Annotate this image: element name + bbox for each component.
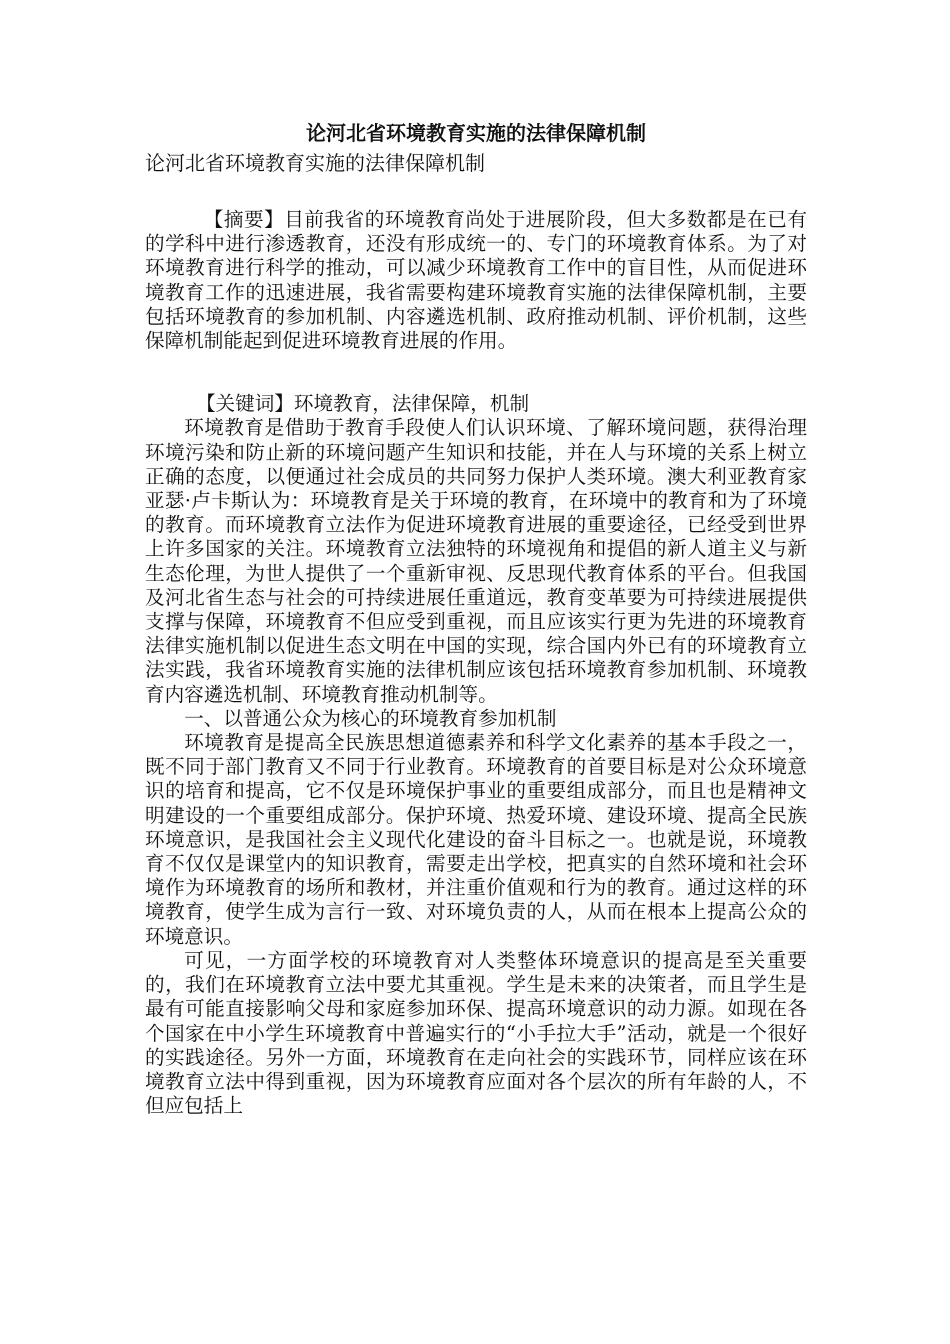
body-paragraph: 环境教育是提高全民族思想道德素养和科学文化素养的基本手段之一，既不同于部门教育又不同于行业教育。环境教育的首要目标是对公众环境意识的培育和提高，它不仅是环境保护事业的重要组成部分，而且也是精神文明建设的一个重要组成部分。保护环境、热爱环境、建设环境、提高全民族环境意识，是我国社会主义现代化建设的奋斗目标之一。也就是说，环境教育不仅仅是课堂内的知识教育，需要走出学校，把真实的自然环境和社会环境作为环境教育的场所和教材，并注重价值观和行为的教育。通过这样的环境教育，使学生成为言行一致、对环境负责的人，从而在根本上提高公众的环境意识。 bbox=[145, 731, 807, 948]
body-paragraph: 可见，一方面学校的环境教育对人类整体环境意识的提高是至关重要的，我们在环境教育立法中要尤其重视。学生是未来的决策者，而且学生是最有可能直接影响父母和家庭参加环保、提高环境意识的动力源。如现在各个国家在中小学生环境教育中普遍实行的“小手拉大手”活动，就是一个很好的实践途径。另外一方面，环境教育在走向社会的实践环节，同样应该在环境教育立法中得到重视，因为环境教育应面对各个层次的所有年龄的人，不但应包括上 bbox=[145, 948, 807, 1118]
abstract-paragraph: 【摘要】目前我省的环境教育尚处于进展阶段，但大多数都是在已有的学科中进行渗透教育，还没有形成统一的、专门的环境教育体系。为了对环境教育进行科学的推动，可以减少环境教育工作中的盲目性，从而促进环境教育工作的迅速进展，我省需要构建环境教育实施的法律保障机制，主要包括环境教育的参加机制、内容遴选机制、政府推动机制、评价机制，这些保障机制能起到促进环境教育进展的作用。 bbox=[145, 208, 807, 353]
spacer bbox=[145, 178, 807, 208]
body-paragraph: 环境教育是借助于教育手段使人们认识环境、了解环境问题，获得治理环境污染和防止新的环境问题产生知识和技能，并在人与环境的关系上树立正确的态度，以便通过社会成员的共同努力保护人类环境。澳大利亚教育家亚瑟·卢卡斯认为：环境教育是关于环境的教育，在环境中的教育和为了环境的教育。而环境教育立法作为促进环境教育进展的重要途径，已经受到世界上许多国家的关注。环境教育立法独特的环境视角和提倡的新人道主义与新生态伦理，为世人提供了一个重新审视、反思现代教育体系的平台。但我国及河北省生态与社会的可持续进展任重道远，教育变革要为可持续进展提供支撑与保障，环境教育不但应受到重视，而且应该实行更为先进的环境教育法律实施机制以促进生态文明在中国的实现，综合国内外已有的环境教育立法实践，我省环境教育实施的法律机制应该包括环境教育参加机制、环境教育内容遴选机制、环境教育推动机制等。 bbox=[145, 416, 807, 706]
document-title: 论河北省环境教育实施的法律保障机制 bbox=[306, 121, 646, 145]
document-subtitle: 论河北省环境教育实施的法律保障机制 bbox=[145, 151, 485, 175]
spacer bbox=[145, 353, 807, 392]
document-page bbox=[145, 118, 807, 1118]
section-heading: 一、以普通公众为核心的环境教育参加机制 bbox=[184, 706, 557, 730]
keywords-line: 【关键词】环境教育，法律保障，机制 bbox=[195, 392, 530, 416]
